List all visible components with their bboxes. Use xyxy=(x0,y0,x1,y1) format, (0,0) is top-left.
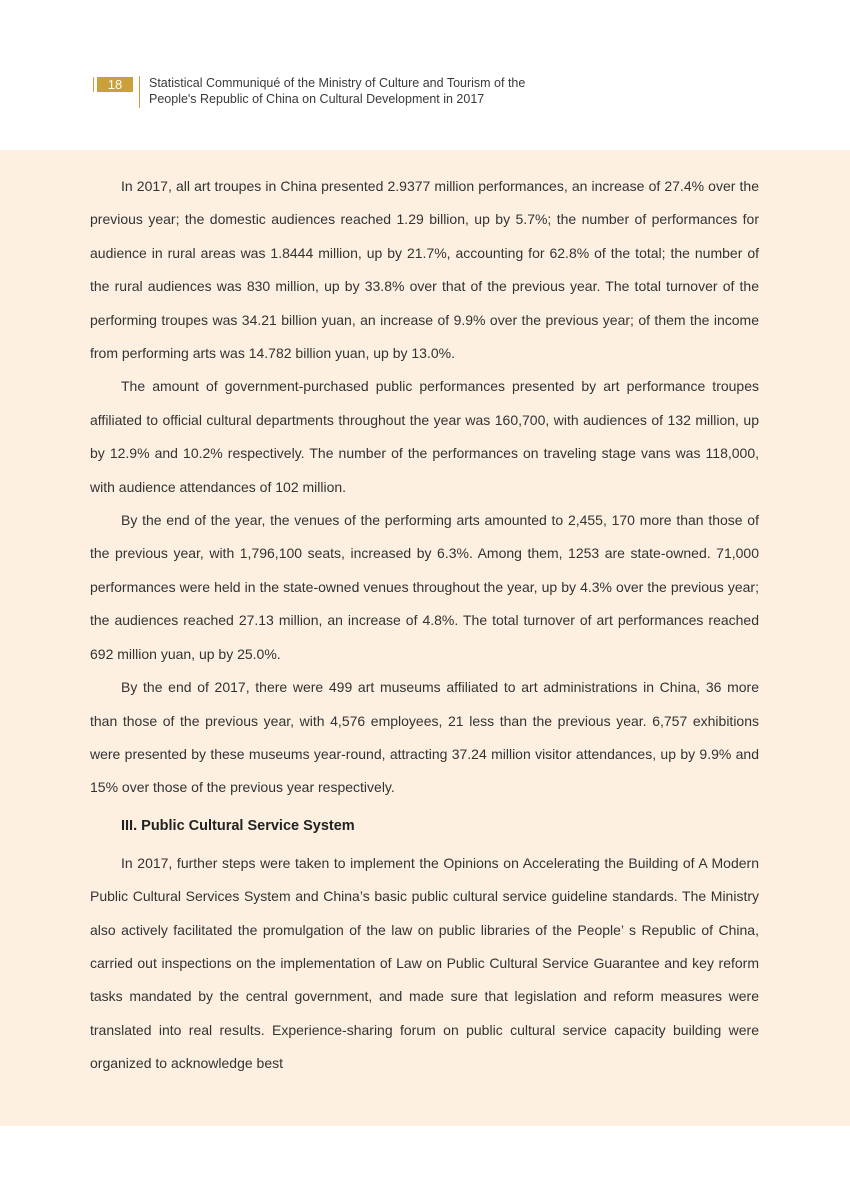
header-divider xyxy=(139,76,140,108)
page-number: 18 xyxy=(97,77,133,92)
running-title-line-1: Statistical Communiqué of the Ministry of Culture and Tourism of the xyxy=(149,76,526,90)
page-header xyxy=(0,0,850,150)
text-block xyxy=(90,170,759,1081)
page-number-accent-bar xyxy=(93,77,94,92)
section-heading: III. Public Cultural Service System xyxy=(121,817,355,834)
page-content xyxy=(0,150,850,1126)
running-title-line-2: People's Republic of China on Cultural Development in 2017 xyxy=(149,92,485,106)
paragraph-art-troupes: In 2017, all art troupes in China presented 2.9377 million performances, an increase of 27.4% over the previous year; the domestic audiences reached 1.29 billion, up by 5.7%; the number of performances for audience in rural areas was 1.8444 million, up by 21.7%, accounting for 62.8% of the total; the number of the rural audiences was 830 million, up by 33.8% over that of the previous year. The total turnover of the performing troupes was 34.21 billion yuan, an increase of 9.9% over the previous year; of them the income from performing arts was 14.782 billion yuan, up by 13.0%. xyxy=(90,178,759,362)
paragraph-art-museums: By the end of 2017, there were 499 art museums affiliated to art administrations in China, 36 more than those of the previous year, with 4,576 employees, 21 less than the previous year. 6,757 exhibitions were presented by these museums year-round, attracting 37.24 million visitor attendances, up by 9.9% and 15% over those of the previous year respectively. xyxy=(90,679,759,796)
paragraph-performing-venues: By the end of the year, the venues of the performing arts amounted to 2,455, 170 more than those of the previous year, with 1,796,100 seats, increased by 6.3%. Among them, 1253 are state-owned. 71,000 performances were held in the state-owned venues throughout the year, up by 4.3% over the previous year; the audiences reached 27.13 million, an increase of 4.8%. The total turnover of art performances reached 692 million yuan, up by 25.0%. xyxy=(90,512,759,662)
running-title xyxy=(149,75,669,107)
paragraph-public-cultural-service: In 2017, further steps were taken to implement the Opinions on Accelerating the Building of A Modern Public Cultural Services System and China’s basic public cultural service guideline standards. The Ministry also actively facilitated the promulgation of the law on public libraries of the People’ s Republic of China, carried out inspections on the implementation of Law on Public Cultural Service Guarantee and key reform tasks mandated by the central government, and made sure that legislation and reform measures were translated into real results. Experience-sharing forum on public cultural service capacity building were organized to acknowledge best xyxy=(90,854,759,1072)
page-number-badge xyxy=(93,77,133,92)
paragraph-public-performances: The amount of government-purchased public performances presented by art performance troupes affiliated to official cultural departments throughout the year was 160,700, with audiences of 132 million, up by 12.9% and 10.2% respectively. The number of the performances on traveling stage vans was 118,000, with audience attendances of 102 million. xyxy=(90,378,759,495)
